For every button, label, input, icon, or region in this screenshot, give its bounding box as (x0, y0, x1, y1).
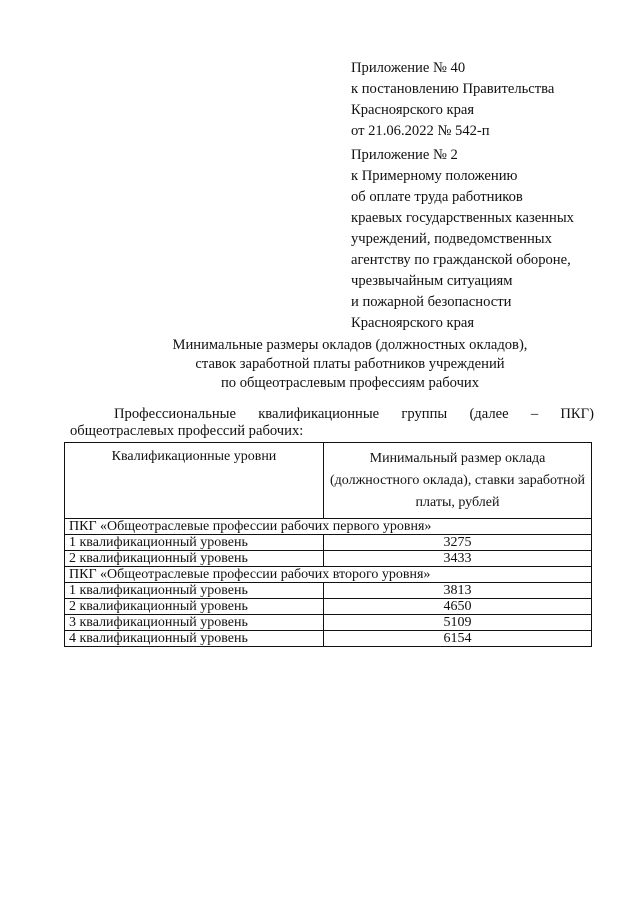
table-row (65, 551, 592, 567)
intro-word: Профессиональные (114, 406, 236, 422)
header-line: Красноярского края (351, 315, 475, 331)
intro-word: группы (401, 406, 448, 422)
header-line: об оплате труда работников (351, 189, 523, 205)
table-row (65, 599, 592, 615)
intro-word: квалификационные (258, 406, 380, 422)
header-line: от 21.06.2022 № 542-п (351, 123, 490, 139)
group-row (65, 519, 592, 535)
header-levels: Квалификационные уровни (65, 443, 324, 519)
level-cell: 1 квалификационный уровень (65, 583, 324, 599)
salary-table (64, 442, 592, 647)
group-row (65, 567, 592, 583)
intro-word: – (530, 406, 539, 422)
level-cell: 4 квалификационный уровень (65, 631, 324, 647)
header-line: агентству по гражданской обороне, (351, 252, 571, 268)
title-line: Минимальные размеры окладов (должностных окладов), (172, 337, 528, 353)
header-line: и пожарной безопасности (351, 294, 512, 310)
title-line: ставок заработной платы работников учреждений (195, 356, 505, 372)
level-cell: 2 квалификационный уровень (65, 551, 324, 567)
table-row (65, 615, 592, 631)
header-salary: Минимальный размер оклада (должностного оклада), ставки заработной платы, рублей (324, 443, 592, 519)
table-header-row (65, 443, 592, 519)
table-row (65, 631, 592, 647)
value-cell: 3433 (324, 551, 592, 567)
intro-paragraph (70, 406, 594, 440)
header-line: Красноярского края (351, 102, 475, 118)
intro-line-1 (70, 406, 594, 423)
intro-line-2: общеотраслевых профессий рабочих: (70, 423, 304, 439)
level-cell: 2 квалификационный уровень (65, 599, 324, 615)
group-name: ПКГ «Общеотраслевые профессии рабочих второго уровня» (65, 567, 592, 583)
header-line: Приложение № 40 (351, 60, 466, 76)
header-line: Приложение № 2 (351, 147, 458, 163)
appendix-2-header (351, 145, 574, 334)
header-line: краевых государственных казенных (351, 210, 574, 226)
intro-word: ПКГ) (560, 406, 594, 422)
appendix-40-header (351, 58, 554, 142)
value-cell: 5109 (324, 615, 592, 631)
group-name: ПКГ «Общеотраслевые профессии рабочих первого уровня» (65, 519, 592, 535)
table-row (65, 583, 592, 599)
header-line: к Примерному положению (351, 168, 518, 184)
value-cell: 6154 (324, 631, 592, 647)
document-title (60, 336, 640, 393)
value-cell: 4650 (324, 599, 592, 615)
header-line: чрезвычайным ситуациям (351, 273, 513, 289)
header-line: к постановлению Правительства (351, 81, 555, 97)
intro-word: (далее (469, 406, 509, 422)
table-row (65, 535, 592, 551)
level-cell: 3 квалификационный уровень (65, 615, 324, 631)
level-cell: 1 квалификационный уровень (65, 535, 324, 551)
header-line: учреждений, подведомственных (351, 231, 552, 247)
title-line: по общеотраслевым профессиям рабочих (220, 375, 480, 391)
value-cell: 3813 (324, 583, 592, 599)
value-cell: 3275 (324, 535, 592, 551)
